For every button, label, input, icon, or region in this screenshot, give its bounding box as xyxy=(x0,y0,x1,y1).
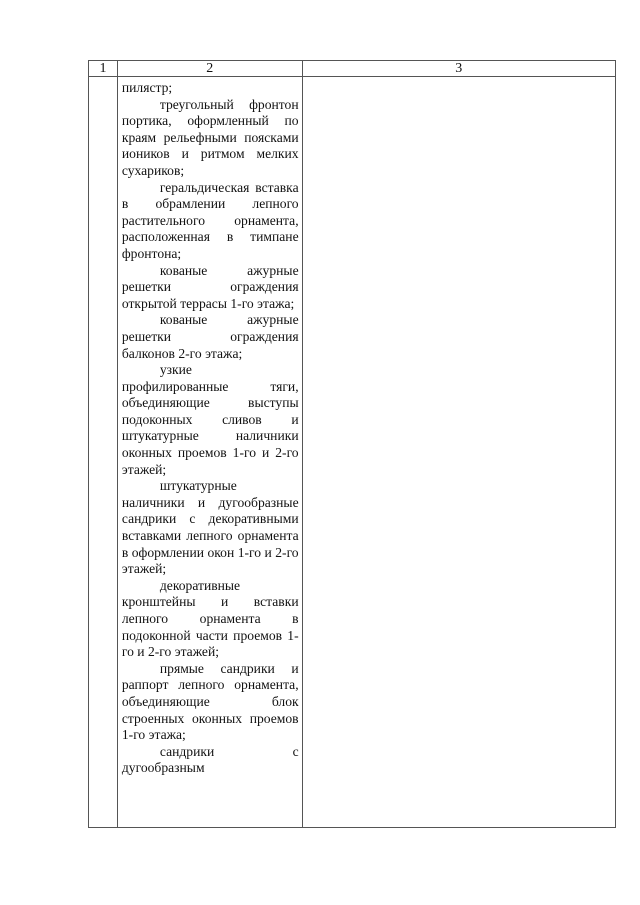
list-item: штукатурные наличники и дугообразные сандрики с декоративными вставками лепного орнамента в оформлении окон 1-го и 2-го этажей; xyxy=(121,478,299,577)
list-item: сандрики с дугообразным xyxy=(121,743,299,776)
list-item: кованые ажурные решетки ограждения балконов 2-го этажа; xyxy=(121,312,299,361)
list-item: узкие профилированные тяги, объединяющие выступы подоконных сливов и штукатурные наличники оконных проемов 1-го и 2-го этажей; xyxy=(121,362,299,477)
header-col-1: 1 xyxy=(89,61,118,77)
list-item: декоративные кронштейны и вставки лепного орнамента в подоконной части проемов 1-го и 2-го этажей; xyxy=(121,577,299,660)
list-item: прямые сандрики и раппорт лепного орнамента, объединяющие блок строенных оконных проемов 1-го этажа; xyxy=(121,660,299,743)
body-col-1 xyxy=(89,77,118,828)
header-col-2: 2 xyxy=(117,61,302,77)
table-header-row xyxy=(89,61,616,77)
list-item: кованые ажурные решетки ограждения открытой террасы 1-го этажа; xyxy=(121,262,299,311)
objects-table xyxy=(88,60,616,828)
list-item: треугольный фронтон портика, оформленный по краям рельефными поясками иоников и ритмом мелких сухариков; xyxy=(121,96,299,178)
body-col-3 xyxy=(302,77,615,828)
body-col-2 xyxy=(117,77,302,828)
list-item: пилястр; xyxy=(121,80,173,95)
element-list xyxy=(118,77,302,777)
header-col-3: 3 xyxy=(302,61,615,77)
list-item: геральдическая вставка в обрамлении лепного растительного орнамента, расположенная в тимпане фронтона; xyxy=(121,179,299,261)
table-body-row xyxy=(89,77,616,828)
